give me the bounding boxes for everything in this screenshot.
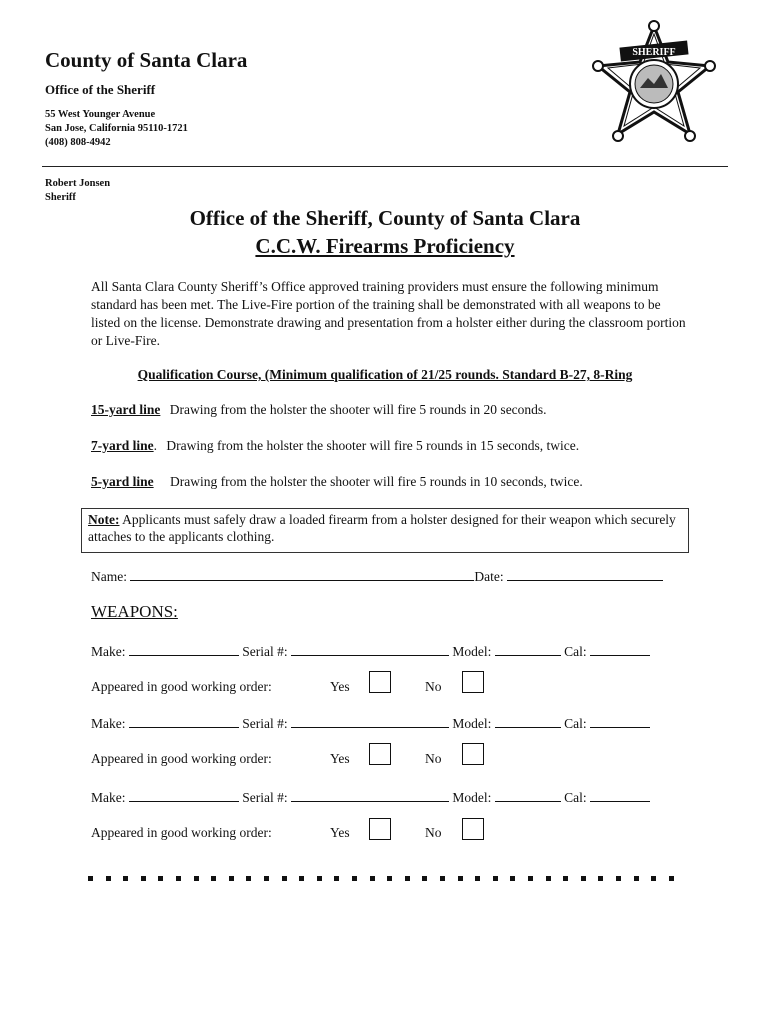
sheriff-signature-block (45, 177, 110, 205)
yard-label: 7-yard line (91, 438, 154, 453)
yes-label: Yes (330, 679, 350, 694)
qualification-heading: Qualification Course, (Minimum qualification of 21/25 rounds. Standard B-27, 8-Ring (137, 367, 633, 382)
separator-dot (88, 876, 93, 881)
document-title: Office of the Sheriff, County of Santa Clara (189, 206, 581, 230)
date-field[interactable] (507, 567, 663, 581)
separator-dot (634, 876, 639, 881)
serial-field[interactable] (291, 788, 449, 802)
separator-dot (405, 876, 410, 881)
name-label: Name: (91, 569, 127, 584)
working-order-label: Appeared in good working order: (91, 825, 272, 840)
no-label: No (425, 679, 442, 694)
sheriff-name: Robert Jonsen (45, 178, 111, 189)
weapon-row (91, 714, 650, 732)
separator-dot (334, 876, 339, 881)
yes-checkbox[interactable] (369, 671, 391, 693)
badge-text: SHERIFF (632, 47, 676, 58)
yard-label: 15-yard line (91, 402, 161, 417)
document-subtitle: C.C.W. Firearms Proficiency (255, 234, 515, 258)
make-field[interactable] (129, 788, 239, 802)
yard-sep: . (153, 438, 157, 453)
separator-dot (475, 876, 480, 881)
yard-line-7 (91, 438, 579, 454)
yard-text: Drawing from the holster the shooter will fire 5 rounds in 10 seconds, twice. (170, 474, 583, 489)
separator-dot (352, 876, 357, 881)
address-city: San Jose, California 95110-1721 (45, 123, 188, 134)
separator-dot (422, 876, 427, 881)
separator-dot (493, 876, 498, 881)
no-label: No (425, 825, 442, 840)
dotted-separator (88, 876, 684, 884)
cal-label: Cal: (564, 644, 587, 659)
separator-dot (387, 876, 392, 881)
separator-dot (123, 876, 128, 881)
cal-label: Cal: (564, 716, 587, 731)
cal-label: Cal: (564, 790, 587, 805)
no-checkbox[interactable] (462, 671, 484, 693)
sheriff-star-badge-icon (590, 16, 718, 150)
separator-dot (510, 876, 515, 881)
name-field[interactable] (130, 567, 474, 581)
make-label: Make: (91, 716, 126, 731)
make-field[interactable] (129, 642, 239, 656)
separator-dot (264, 876, 269, 881)
make-label: Make: (91, 790, 126, 805)
separator-dot (546, 876, 551, 881)
no-checkbox[interactable] (462, 818, 484, 840)
separator-dot (651, 876, 656, 881)
separator-dot (528, 876, 533, 881)
yes-label: Yes (330, 751, 350, 766)
model-label: Model: (452, 716, 492, 731)
separator-dot (581, 876, 586, 881)
serial-label: Serial #: (242, 644, 288, 659)
separator-dot (229, 876, 234, 881)
separator-dot (141, 876, 146, 881)
make-field[interactable] (129, 714, 239, 728)
yard-label: 5-yard line (91, 474, 154, 489)
weapons-heading: WEAPONS: (91, 602, 178, 621)
separator-dot (616, 876, 621, 881)
cal-field[interactable] (590, 642, 650, 656)
note-box (81, 508, 689, 553)
sheriff-title: Sheriff (45, 192, 76, 203)
no-checkbox[interactable] (462, 743, 484, 765)
separator-dot (563, 876, 568, 881)
serial-field[interactable] (291, 714, 449, 728)
working-order-label: Appeared in good working order: (91, 751, 272, 766)
yard-text: Drawing from the holster the shooter will fire 5 rounds in 15 seconds, twice. (166, 438, 580, 453)
separator-dot (458, 876, 463, 881)
weapon-row (91, 642, 650, 660)
working-order-label: Appeared in good working order: (91, 679, 272, 694)
intro-paragraph: All Santa Clara County Sheriff’s Office approved training providers must ensure the following minimum standard has been met. The Live-Fire portion of the training shall be demonstrated with all weapons to be listed on the license. Demonstrate drawing and presentation from a holster either during the classroom portion or Live-Fire. (91, 279, 686, 348)
serial-label: Serial #: (242, 790, 288, 805)
address-street: 55 West Younger Avenue (45, 109, 156, 120)
separator-dot (106, 876, 111, 881)
yard-text: Drawing from the holster the shooter will fire 5 rounds in 20 seconds. (169, 402, 547, 417)
phone-number: (408) 808-4942 (45, 137, 111, 148)
cal-field[interactable] (590, 788, 650, 802)
address-block (45, 108, 188, 150)
yard-line-5 (91, 474, 583, 490)
serial-field[interactable] (291, 642, 449, 656)
name-date-row (91, 567, 663, 585)
cal-field[interactable] (590, 714, 650, 728)
office-name: Office of the Sheriff (45, 82, 156, 97)
header-divider (42, 166, 728, 167)
separator-dot (282, 876, 287, 881)
separator-dot (598, 876, 603, 881)
separator-dot (370, 876, 375, 881)
no-label: No (425, 751, 442, 766)
separator-dot (317, 876, 322, 881)
yes-label: Yes (330, 825, 350, 840)
separator-dot (669, 876, 674, 881)
separator-dot (176, 876, 181, 881)
model-field[interactable] (495, 714, 561, 728)
yard-line-15 (91, 402, 547, 418)
note-text: Applicants must safely draw a loaded firearm from a holster designed for their weapon which securely attaches to the applicants clothing. (88, 512, 676, 544)
make-label: Make: (91, 644, 126, 659)
note-label: Note: (88, 512, 120, 527)
model-field[interactable] (495, 642, 561, 656)
county-name: County of Santa Clara (45, 48, 248, 72)
yes-checkbox[interactable] (369, 818, 391, 840)
yes-checkbox[interactable] (369, 743, 391, 765)
serial-label: Serial #: (242, 716, 288, 731)
date-label: Date: (474, 569, 504, 584)
model-label: Model: (452, 790, 492, 805)
separator-dot (246, 876, 251, 881)
model-label: Model: (452, 644, 492, 659)
separator-dot (194, 876, 199, 881)
separator-dot (211, 876, 216, 881)
weapon-row (91, 788, 650, 806)
separator-dot (440, 876, 445, 881)
model-field[interactable] (495, 788, 561, 802)
separator-dot (158, 876, 163, 881)
separator-dot (299, 876, 304, 881)
